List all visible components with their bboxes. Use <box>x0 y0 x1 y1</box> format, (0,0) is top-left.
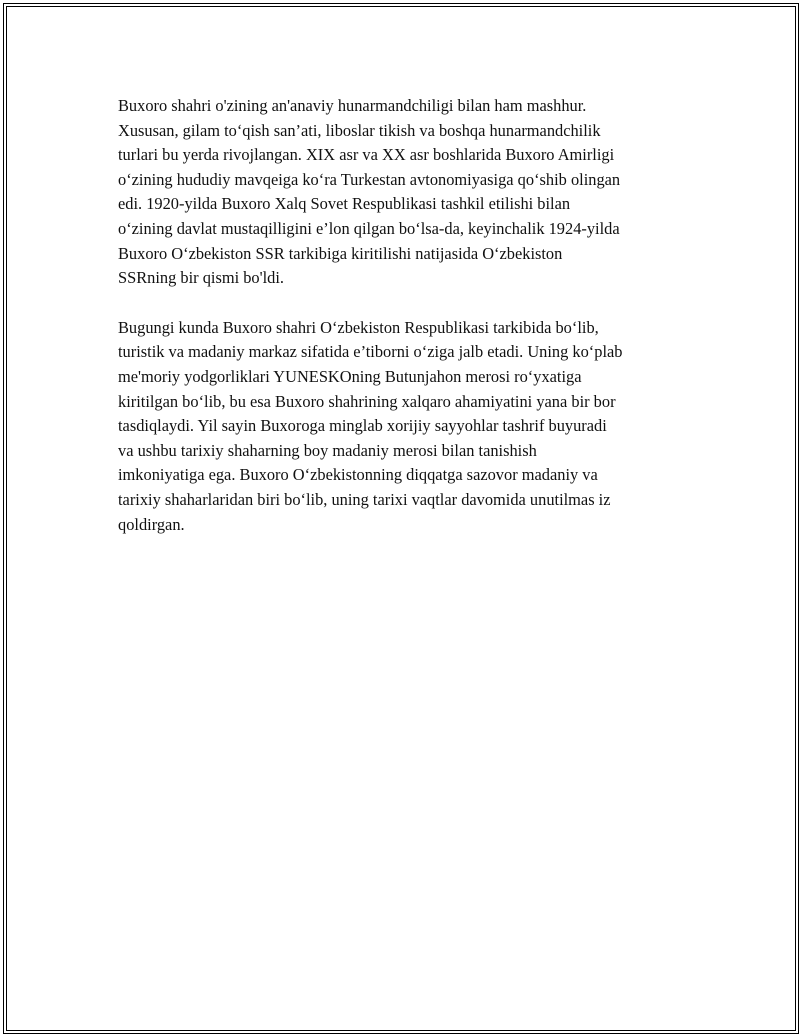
paragraph-1: Buxoro shahri o'zining an'anaviy hunarmandchiligi bilan ham mashhur. Xususan, gilam to‘qish san’ati, liboslar tikish va boshqa hunarmandchilik turlari bu yerda rivojlangan. XIX asr va XX asr boshlarida Buxoro Amirligi o‘zining hududiy mavqeiga ko‘ra Turkestan avtonomiyasiga qo‘shib olingan edi. 1920-yilda Buxoro Xalq Sovet Respublikasi tashkil etilishi bilan o‘zining davlat mustaqilligini e’lon qilgan bo‘lsa-da, keyinchalik 1924-yilda Buxoro O‘zbekiston SSR tarkibiga kiritilishi natijasida O‘zbekiston SSRning bir qismi bo'ldi. <box>118 96 621 288</box>
document-body <box>118 94 690 562</box>
paragraph-2: Bugungi kunda Buxoro shahri O‘zbekiston Respublikasi tarkibida bo‘lib, turistik va madaniy markaz sifatida e’tiborni o‘ziga jalb etadi. Uning ko‘plab me'moriy yodgorliklari YUNESKOning Butunjahon merosi ro‘yxatiga kiritilgan bo‘lib, bu esa Buxoro shahrining xalqaro ahamiyatini yana bir bor tasdiqlaydi. Yil sayin Buxoroga minglab xorijiy sayyohlar tashrif buyuradi va ushbu tarixiy shaharning boy madaniy merosi bilan tanishish imkoniyatiga ega. Buxoro O‘zbekistonning diqqatga sazovor madaniy va tarixiy shaharlaridan biri bo‘lib, uning tarixi vaqtlar davomida unutilmas iz qoldirgan. <box>118 317 623 534</box>
